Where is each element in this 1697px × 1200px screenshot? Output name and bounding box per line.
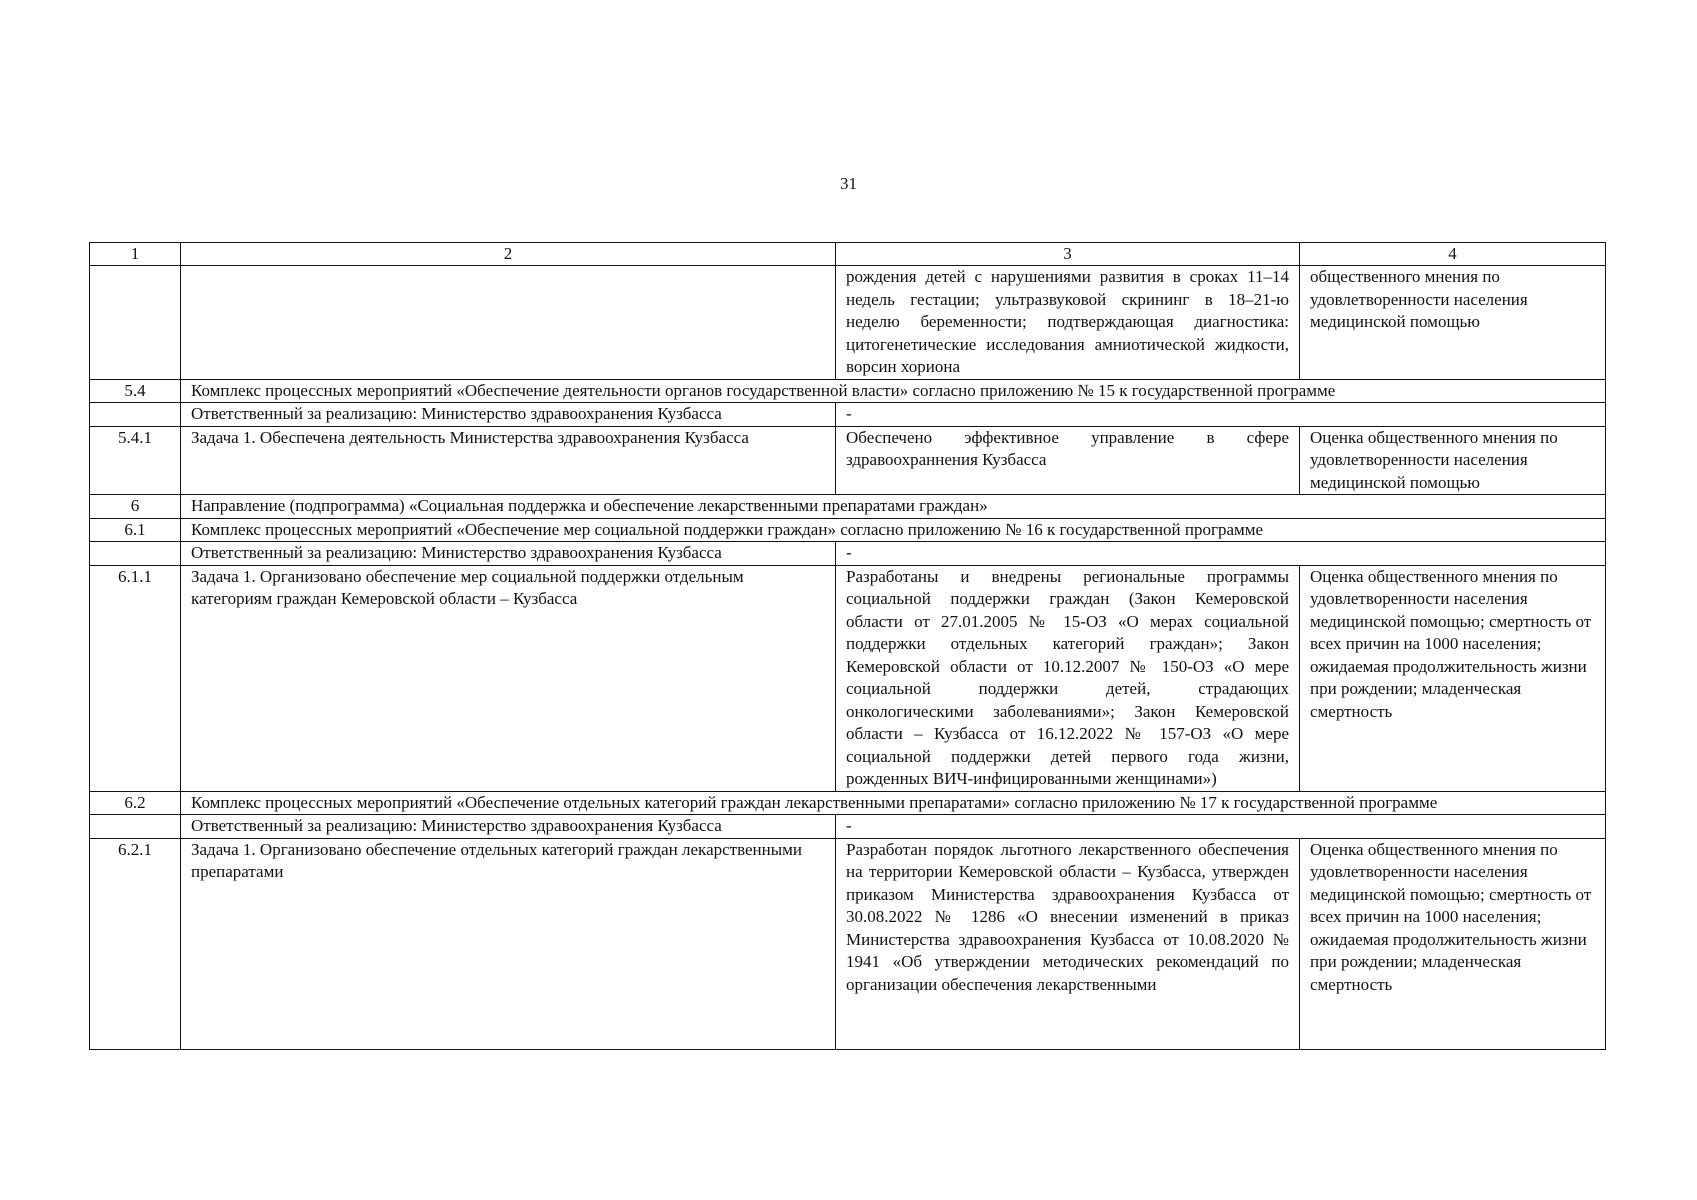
table-row <box>90 815 1606 839</box>
row-number: 5.4 <box>90 379 181 403</box>
table-row <box>90 495 1606 519</box>
row-task: Задача 1. Организовано обеспечение отдельных категорий граждан лекарственными препаратами <box>181 838 836 1049</box>
row-result: Разработаны и внедрены региональные программы социальной поддержки граждан (Закон Кемеровской области от 27.01.2005 № 15-ОЗ «О мерах социальной поддержки отдельных категорий граждан»; Закон Кемеровской области от 10.12.2007 № 150-ОЗ «О мере социальной поддержки детей, страдающих онкологическими заболеваниями»; Закон Кемеровской области – Кузбасса от 16.12.2022 № 157-ОЗ «О мере социальной поддержки детей первого года жизни, рожденных ВИЧ-инфицированными женщинами») <box>836 565 1300 791</box>
table-row <box>90 518 1606 542</box>
row-responsible: Ответственный за реализацию: Министерство здравоохранения Кузбасса <box>181 403 836 427</box>
header-col-2: 2 <box>181 243 836 266</box>
table-row <box>90 542 1606 566</box>
row-number <box>90 542 181 566</box>
table-row <box>90 791 1606 815</box>
row-indicator: Оценка общественного мнения по удовлетворенности населения медицинской помощью; смертность от всех причин на 1000 населения; ожидаемая продолжительность жизни при рождении; младенческая смертность <box>1300 565 1606 791</box>
row-result: рождения детей с нарушениями развития в сроках 11–14 недель гестации; ультразвуковой скрининг в 18–21-ю неделю беременности; подтверждающая диагностика: цитогенетические исследования амниотической жидкости, ворсин хориона <box>836 266 1300 380</box>
header-col-3: 3 <box>836 243 1300 266</box>
header-col-1: 1 <box>90 243 181 266</box>
header-col-4: 4 <box>1300 243 1606 266</box>
row-number <box>90 403 181 427</box>
row-result: Разработан порядок льготного лекарственного обеспечения на территории Кемеровской области – Кузбасса, утвержден приказом Министерства здравоохранения Кузбасса от 30.08.2022 № 1286 «О внесении изменений в приказ Министерства здравоохранения Кузбасса от 10.08.2020 № 1941 «Об утверждении методических рекомендаций по организации обеспечения лекарственными <box>836 838 1300 1049</box>
row-responsible: Ответственный за реализацию: Министерство здравоохранения Кузбасса <box>181 542 836 566</box>
row-number: 6.1 <box>90 518 181 542</box>
row-responsible: Ответственный за реализацию: Министерство здравоохранения Кузбасса <box>181 815 836 839</box>
row-complex-title: Комплекс процессных мероприятий «Обеспечение отдельных категорий граждан лекарственными препаратами» согласно приложению № 17 к государственной программе <box>181 791 1606 815</box>
row-number: 6.2.1 <box>90 838 181 1049</box>
row-result: Обеспечено эффективное управление в сфере здравоохраннения Кузбасса <box>836 426 1300 495</box>
row-responsible-value: - <box>836 403 1606 427</box>
row-number: 6.1.1 <box>90 565 181 791</box>
row-number <box>90 815 181 839</box>
page-number: 31 <box>840 174 857 193</box>
row-number <box>90 266 181 380</box>
table-row <box>90 838 1606 1049</box>
row-indicator: Оценка общественного мнения по удовлетворенности населения медицинской помощью <box>1300 426 1606 495</box>
row-task: Задача 1. Обеспечена деятельность Министерства здравоохранения Кузбасса <box>181 426 836 495</box>
program-table <box>89 242 1606 1050</box>
table-row <box>90 266 1606 380</box>
table-header-row <box>90 243 1606 266</box>
row-number: 5.4.1 <box>90 426 181 495</box>
row-task <box>181 266 836 380</box>
table-row <box>90 379 1606 403</box>
row-indicator: общественного мнения по удовлетворенности населения медицинской помощью <box>1300 266 1606 380</box>
row-direction-title: Направление (подпрограмма) «Социальная поддержка и обеспечение лекарственными препаратами граждан» <box>181 495 1606 519</box>
table-row <box>90 403 1606 427</box>
row-number: 6 <box>90 495 181 519</box>
row-complex-title: Комплекс процессных мероприятий «Обеспечение мер социальной поддержки граждан» согласно приложению № 16 к государственной программе <box>181 518 1606 542</box>
row-complex-title: Комплекс процессных мероприятий «Обеспечение деятельности органов государственной власти» согласно приложению № 15 к государственной программе <box>181 379 1606 403</box>
table-row <box>90 426 1606 495</box>
row-responsible-value: - <box>836 815 1606 839</box>
table-row <box>90 565 1606 791</box>
row-responsible-value: - <box>836 542 1606 566</box>
row-number: 6.2 <box>90 791 181 815</box>
row-task: Задача 1. Организовано обеспечение мер социальной поддержки отдельным категориям граждан Кемеровской области – Кузбасса <box>181 565 836 791</box>
row-indicator: Оценка общественного мнения по удовлетворенности населения медицинской помощью; смертность от всех причин на 1000 населения; ожидаемая продолжительность жизни при рождении; младенческая смертность <box>1300 838 1606 1049</box>
